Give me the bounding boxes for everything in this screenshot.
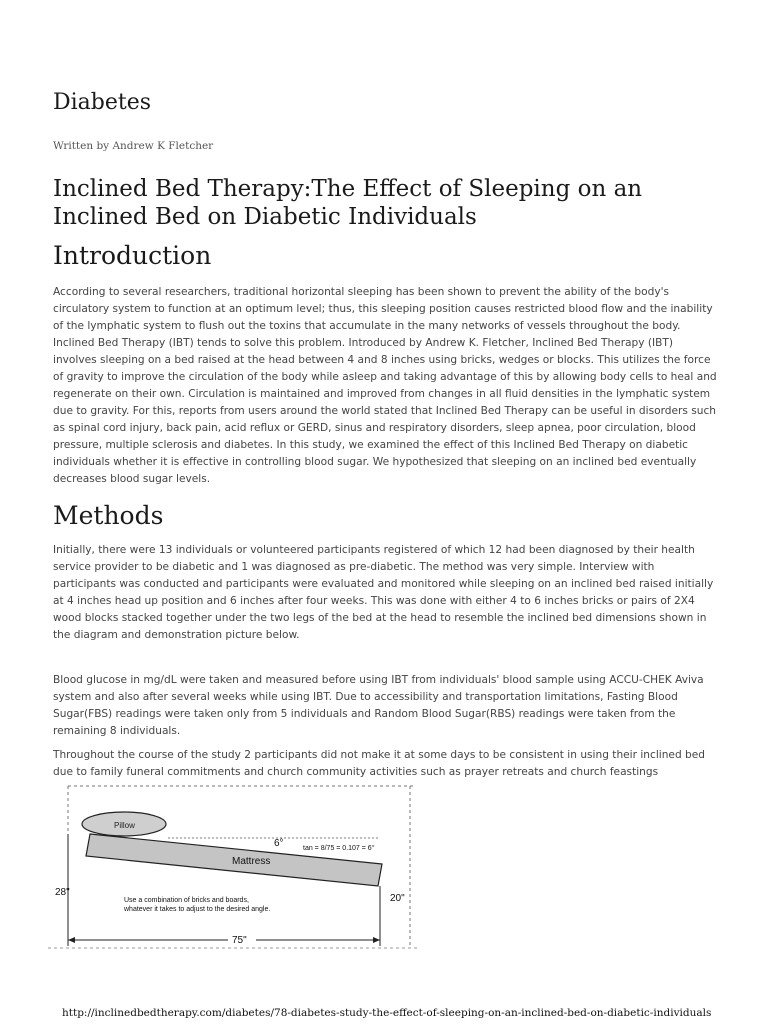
methods-paragraph-1: Initially, there were 13 individuals or volunteered participants registered of which 12 had been diagnosed by their health service provider to be diabetic and 1 was diagnosed as pre-diabetic. The method was very simple. Interview with participants was conducted and participants were evaluated and monitored while sleeping on an inclined bed raised initially at 4 inches head up position and 6 inches after four weeks. This was done with either 4 to 6 inches bricks or pairs of 2X4 wood blocks stacked together under the two legs of the bed at the head to resemble the inclined bed dimensions shown in the diagram and demonstration picture below. [53, 544, 714, 641]
length-arrow-right [373, 937, 380, 943]
angle-formula: tan = 8/75 = 0.107 = 6° [303, 845, 375, 852]
length-label: 75" [232, 935, 247, 946]
right-height-label: 20" [390, 893, 405, 904]
article-byline: Written by Andrew K Fletcher [53, 140, 214, 152]
article-title: Inclined Bed Therapy:The Effect of Sleeping on an Inclined Bed on Diabetic Individuals [53, 176, 643, 230]
left-height-label: 28" [55, 887, 70, 898]
inclined-bed-diagram [48, 782, 420, 952]
methods-heading: Methods [53, 501, 164, 530]
methods-paragraph-2: Blood glucose in mg/dL were taken and measured before using IBT from individuals' blood sample using ACCU-CHEK Aviva system and also after several weeks while using IBT. Due to accessibility and transportation limitations, Fasting Blood Sugar(FBS) readings were taken only from 5 individuals and Random Blood Sugar(RBS) readings were taken from the remaining 8 individuals. [53, 674, 704, 737]
introduction-heading: Introduction [53, 241, 212, 270]
angle-label: 6° [274, 838, 284, 849]
footer-url: http://inclinedbedtherapy.com/diabetes/78-diabetes-study-the-effect-of-sleeping-on-an-inclined-bed-on-diabetic-individuals [62, 1007, 712, 1019]
mattress-label: Mattress [232, 856, 271, 867]
length-arrow-left [68, 937, 75, 943]
methods-paragraph-3: Throughout the course of the study 2 participants did not make it at some days to be consistent in using their inclined bed due to family funeral commitments and church community activities such as prayer retreats and church feastings [53, 749, 706, 778]
pillow-label: Pillow [114, 821, 135, 830]
diagram-note-line1: Use a combination of bricks and boards, [124, 897, 249, 904]
diagram-note-line2: whatever it takes to adjust to the desired angle. [124, 906, 271, 913]
introduction-paragraph: According to several researchers, traditional horizontal sleeping has been shown to prevent the ability of the body's circulatory system to function at an optimum level; thus, this sleeping position causes restricted blood flow and the inability of the lymphatic system to flush out the toxins that accumulate in the many networks of vessels throughout the body. Inclined Bed Therapy (IBT) tends to solve this problem. Introduced by Andrew K. Fletcher, Inclined Bed Therapy (IBT) involves sleeping on a bed raised at the head between 4 and 8 inches using bricks, wedges or blocks. This utilizes the force of gravity to improve the circulation of the body while asleep and taking advantage of this by allowing body cells to heal and regenerate on their own. Circulation is maintained and improved from changes in all fluid densities in the lymphatic system due to gravity. For this, reports from users around the world stated that Inclined Bed Therapy can be useful in disorders such as spinal cord injury, back pain, acid reflux or GERD, sinus and respiratory disorders, sleep apnea, poor circulation, blood pressure, multiple sclerosis and diabetes. In this study, we examined the effect of this Inclined Bed Therapy on diabetic individuals whether it is effective in controlling blood sugar. We hypothesized that sleeping on an inclined bed eventually decreases blood sugar levels. [53, 286, 717, 485]
site-title: Diabetes [53, 90, 152, 115]
